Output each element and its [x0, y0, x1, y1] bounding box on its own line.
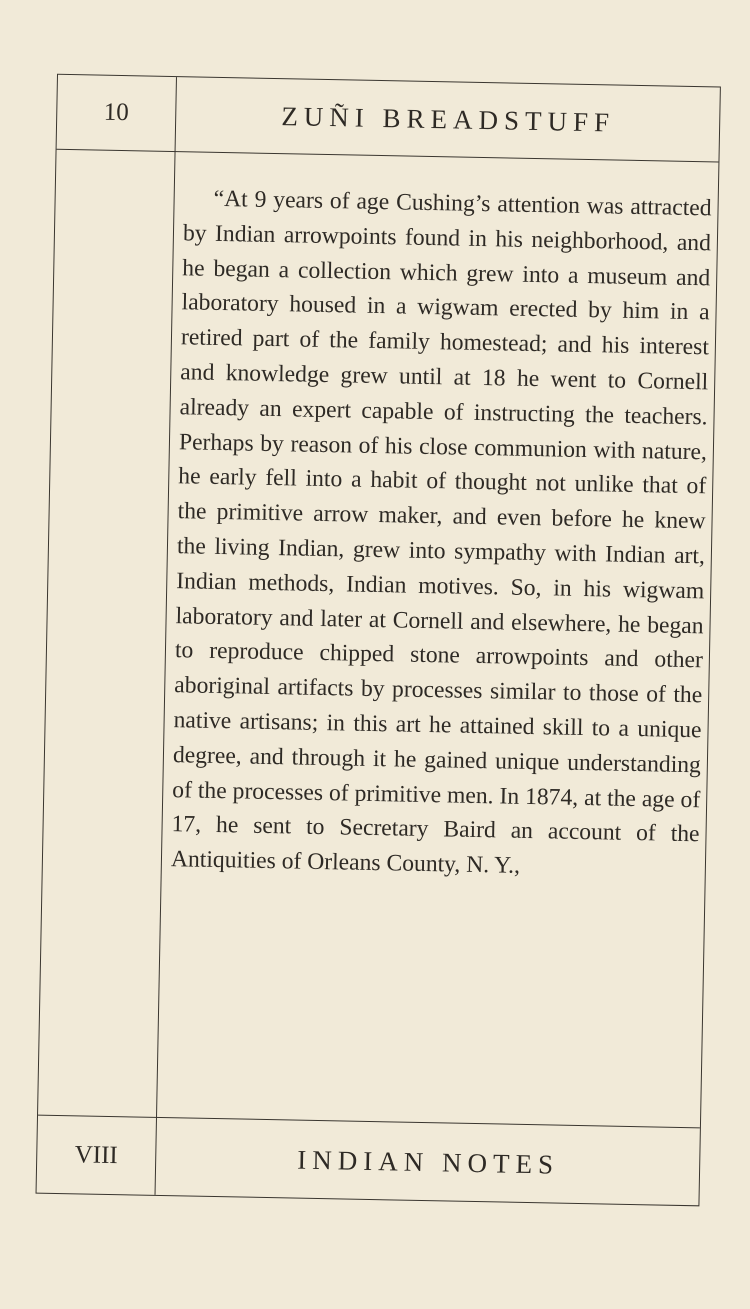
- body-paragraph: “At 9 years of age Cushing’s attention was attracted by Indian arrowpoints found in his neighborhood, and he began a collection which grew into a museum and laboratory housed in a wigwam erected by him in a retired part of the family homestead; and his interest and knowledge grew until at 18 he went to Cornell already an expert capable of instructing the teachers. Perhaps by reason of his close communion with nature, he early fell into a habit of thought not unlike that of the primitive arrow maker, and even before he knew the living Indian, grew into sympathy with Indian art, Indian methods, Indian motives. So, in his wigwam laboratory and later at Cornell and elsewhere, he began to reproduce chipped stone arrowpoints and other aboriginal artifacts by processes similar to those of the native artisans; in this art he attained skill to a unique degree, and through it he gained unique understanding of the processes of primitive men. In 1874, at the age of 17, he sent to Secretary Baird an account of the Antiquities of Orleans County, N. Y.,: [170, 185, 712, 879]
- series-title: INDIAN NOTES: [297, 1144, 560, 1180]
- margin-rule: [155, 77, 177, 1195]
- page-frame: [36, 74, 721, 1207]
- running-title: ZUÑI BREADSTUFF: [281, 100, 616, 138]
- signature-mark: VIII: [74, 1141, 119, 1170]
- page-number: 10: [103, 98, 130, 127]
